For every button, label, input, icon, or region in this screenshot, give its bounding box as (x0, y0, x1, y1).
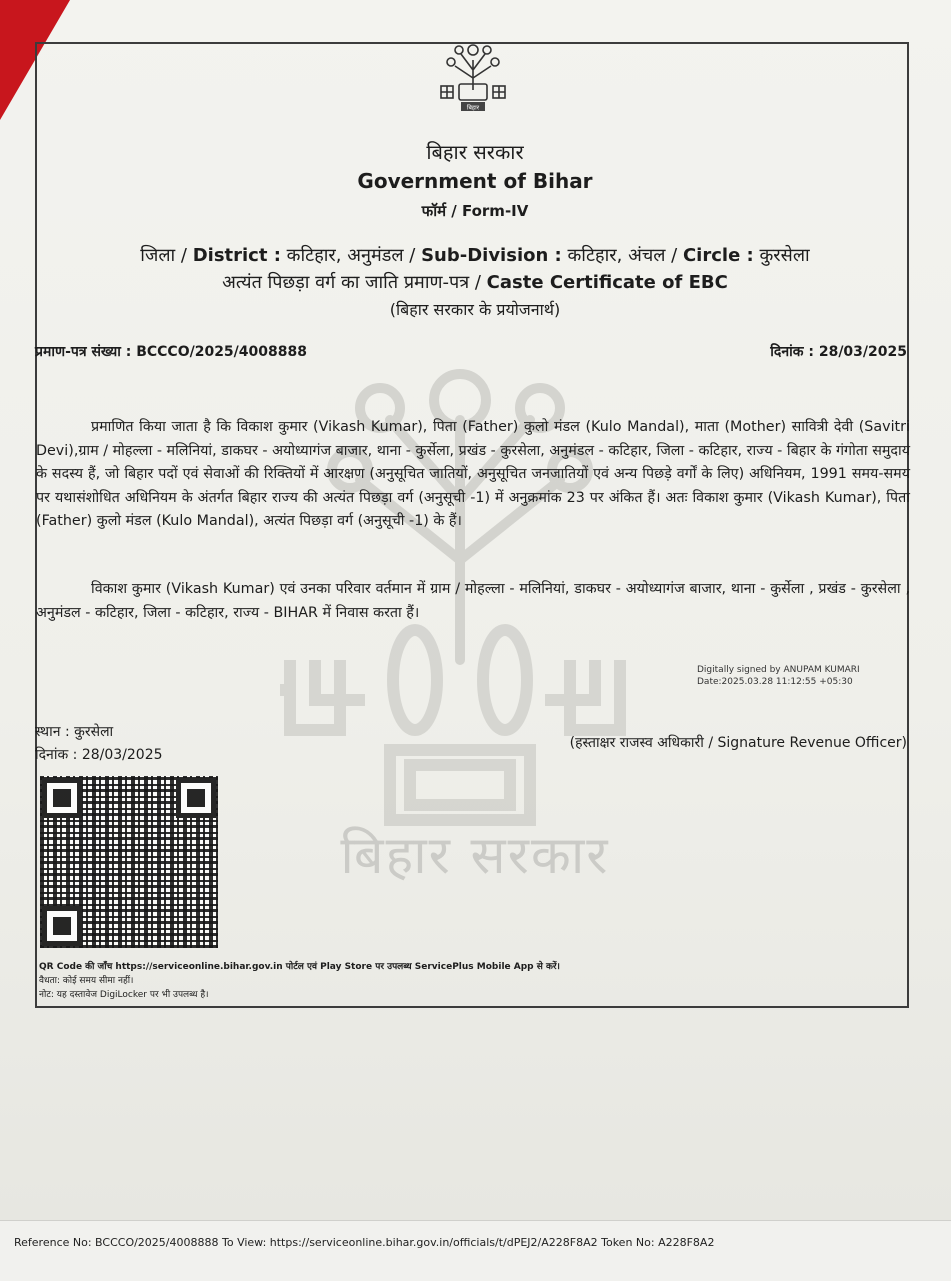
qr-finder-icon (176, 778, 216, 818)
gov-title-hindi: बिहार सरकार (426, 140, 524, 164)
subdivision-label: Sub-Division : (421, 245, 562, 266)
certificate-title (40, 270, 910, 294)
circle-label: Circle : (682, 245, 754, 266)
place-block (35, 721, 163, 767)
district-label: District : (192, 245, 281, 266)
qr-code[interactable] (40, 776, 218, 948)
subdivision-value: कटिहार, अंचल / (561, 245, 683, 266)
place-date: दिनांक : 28/03/2025 (35, 747, 163, 763)
circle-value: कुरसेला (753, 245, 810, 266)
validity-note: वैधता: कोई समय सीमा नहीं। (39, 976, 134, 986)
watermark-text: बिहार सरकार (340, 826, 610, 886)
digital-signature-date: Date:2025.03.28 11:12:55 +05:30 (697, 677, 853, 687)
reference-footer: Reference No: BCCCO/2025/4008888 To View: https://serviceonline.bihar.gov.in/officials/t/dPEJ2/A228F8A2 Token No: A228F8A2 (14, 1236, 715, 1249)
footer-strip (0, 1220, 951, 1281)
certificate-purpose: (बिहार सरकार के प्रयोजनार्थ) (389, 300, 561, 319)
gov-title-english: Government of Bihar (357, 169, 593, 193)
digilocker-note: नोट: यह दस्तावेज DigiLocker पर भी उपलब्ध है। (39, 990, 209, 1000)
district-label-hi: जिला / (140, 245, 193, 266)
signature-label: (हस्ताक्षर राजस्व अधिकारी / Signature Revenue Officer) (569, 735, 907, 751)
digital-signature (697, 664, 860, 688)
qr-finder-icon (42, 778, 82, 818)
place-line: स्थान : कुरसेला (35, 724, 114, 740)
certificate-body-paragraph-1: प्रमाणित किया जाता है कि विकाश कुमार (Vikash Kumar), पिता (Father) कुलो मंडल (Kulo Mandal), माता (Mother) सावित्री देवी (Savitri Devi),ग्राम / मोहल्ला - मलिनियां, डाकघर - अयोध्यागंज बाजार, थाना - कुर्सेला, प्रखंड - कुरसेला, अनुमंडल - कटिहार, जिला - कटिहार, राज्य - बिहार के गंगोता समुदाय के सदस्य हैं, जो बिहार पदों एवं सेवाओं की रिक्तियों में आरक्षण (अनुसूचित जातियों, अनुसूचित जनजातियों एवं अन्य पिछड़े वर्गों के लिए) अधिनियम, 1991 समय-समय पर यथासंशोधित अधिनियम के अंतर्गत बिहार राज्य की अत्यंत पिछड़ा वर्ग (अनुसूची -1) में अनुक्रमांक 23 पर अंकित हैं। अतः विकाश कुमार (Vikash Kumar), पिता (Father) कुलो मंडल (Kulo Mandal), अत्यंत पिछड़ा वर्ग (अनुसूची -1) के हैं। (36, 419, 910, 529)
certificate-title-english: Caste Certificate of EBC (486, 272, 728, 293)
certificate-date: दिनांक : 28/03/2025 (770, 344, 907, 360)
digital-signature-signer: Digitally signed by ANUPAM KUMARI (697, 665, 860, 675)
bihar-emblem-icon (433, 40, 513, 118)
form-number: फॉर्म / Form-IV (421, 202, 529, 220)
district-value: कटिहार, अनुमंडल / (280, 245, 422, 266)
qr-verification-note: QR Code की जाँच https://serviceonline.bihar.gov.in पोर्टल एवं Play Store पर उपलब्ध ServicePlus Mobile App से करें। (39, 962, 560, 972)
certificate-title-hindi: अत्यंत पिछड़ा वर्ग का जाति प्रमाण-पत्र / (222, 272, 487, 293)
location-line (40, 243, 910, 267)
certificate-body-paragraph-2: विकाश कुमार (Vikash Kumar) एवं उनका परिवार वर्तमान में ग्राम / मोहल्ला - मलिनियां, डाकघर - अयोध्यागंज बाजार, थाना - कुर्सेला , प्रखंड - कुरसेला , अनुमंडल - कटिहार, जिला - कटिहार, राज्य - BIHAR में निवास करता हैं। (36, 581, 910, 621)
qr-finder-icon (42, 906, 82, 946)
verification-notes (39, 960, 560, 1002)
svg-text:बिहार: बिहार (466, 104, 480, 112)
certificate-number: प्रमाण-पत्र संख्या : BCCCO/2025/4008888 (35, 344, 307, 360)
